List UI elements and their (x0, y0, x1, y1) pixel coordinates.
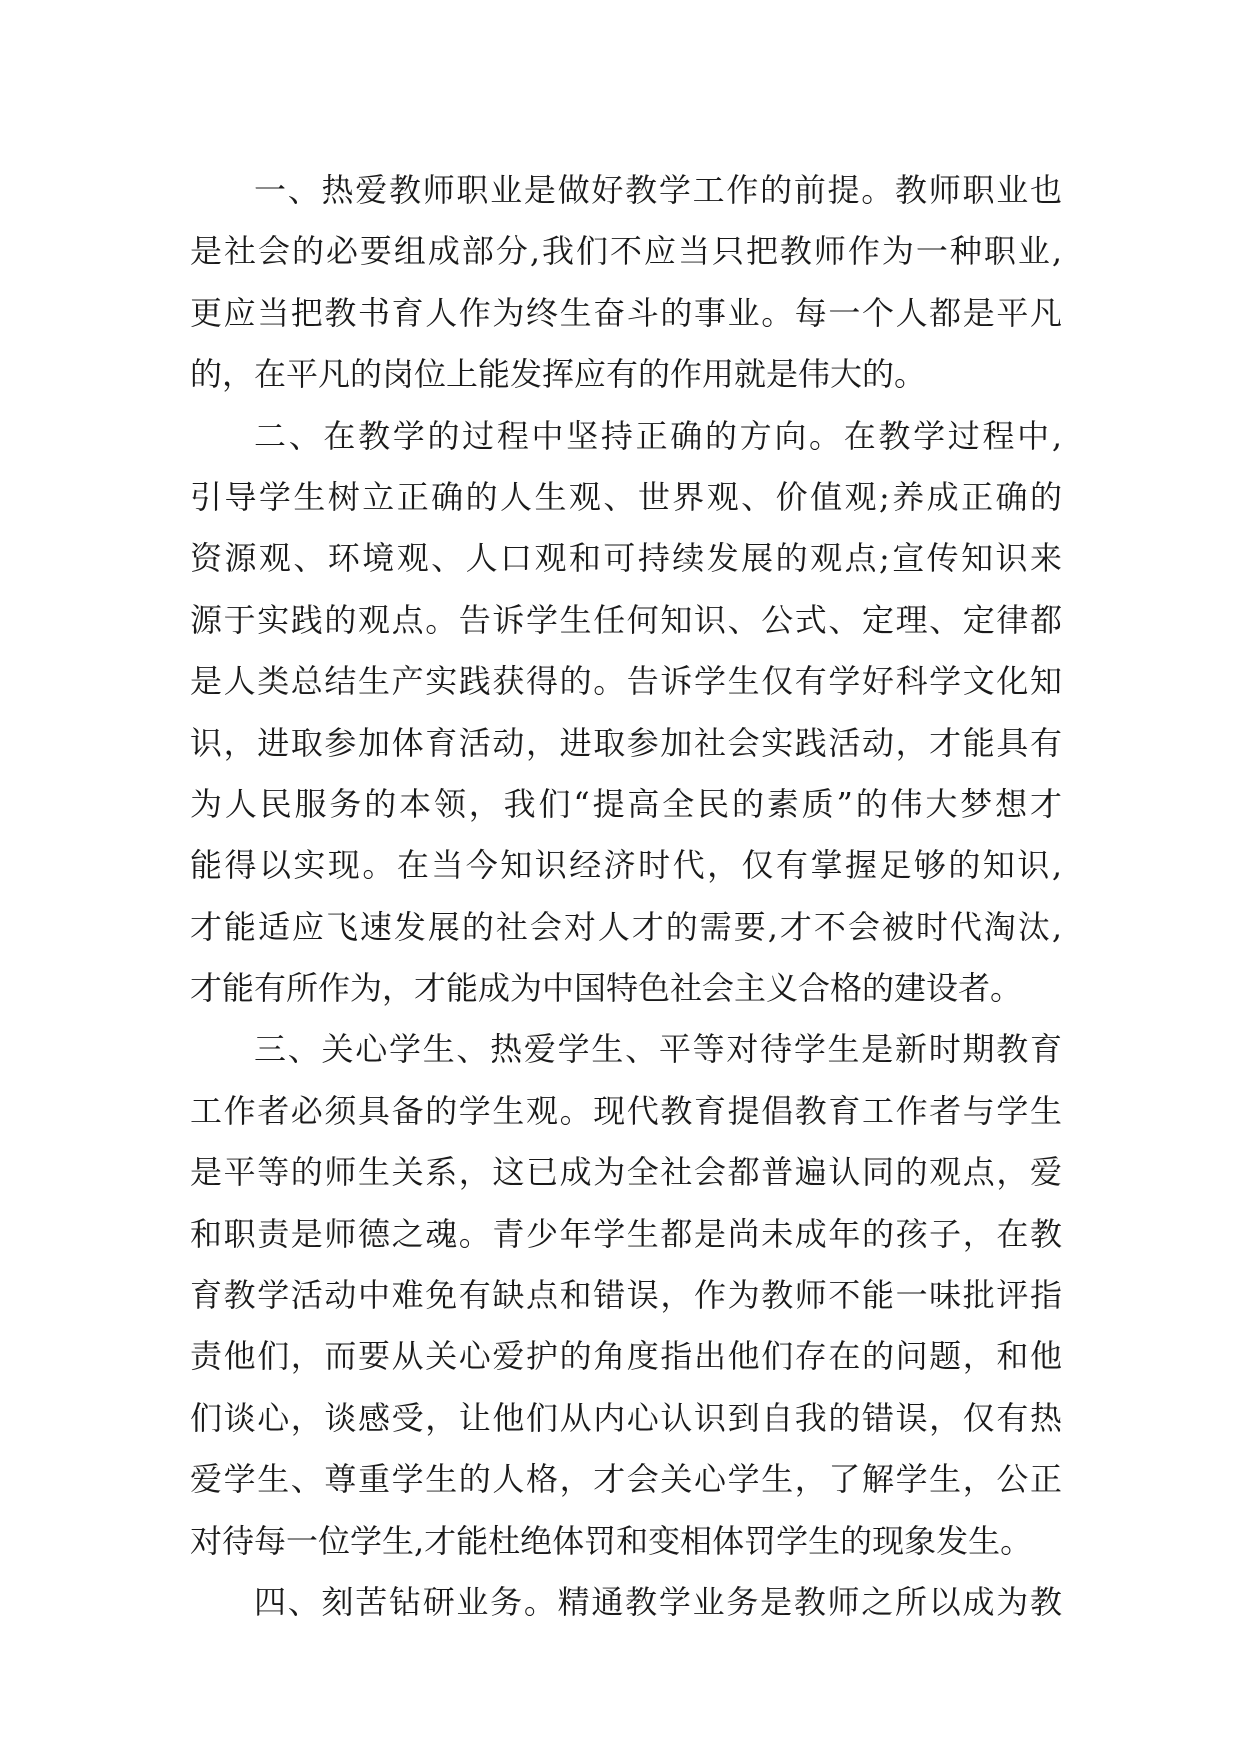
text-line: 才能有所作为，才能成为中国特色社会主义合格的建设者。 (190, 969, 1023, 1008)
body-text (190, 160, 1062, 1633)
text-line: 一、热爱教师职业是做好教学工作的前提。教师职业也 (254, 171, 1062, 209)
text-line: 为人民服务的本领，我们“提高全民的素质”的伟大梦想才 (190, 784, 1062, 823)
text-line: 爱学生、尊重学生的人格，才会关心学生，了解学生，公正 (190, 1460, 1062, 1499)
text-line: 三、关心学生、热爱学生、平等对待学生是新时期教育 (254, 1030, 1062, 1069)
text-line: 是平等的师生关系，这已成为全社会都普遍认同的观点，爱 (190, 1153, 1062, 1192)
text-line: 引导学生树立正确的人生观、世界观、价值观;养成正确的 (190, 477, 1062, 516)
text-line: 能得以实现。在当今知识经济时代，仅有掌握足够的知识, (190, 846, 1062, 885)
text-line: 才能适应飞速发展的社会对人才的需要,才不会被时代淘汰, (190, 907, 1062, 946)
text-line: 是社会的必要组成部分,我们不应当只把教师作为一种职业, (190, 232, 1062, 271)
text-line: 对待每一位学生,才能杜绝体罚和变相体罚学生的现象发生。 (190, 1521, 1033, 1560)
text-line: 源于实践的观点。告诉学生任何知识、公式、定理、定律都 (190, 600, 1062, 639)
text-line: 育教学活动中难免有缺点和错误，作为教师不能一味批评指 (190, 1276, 1062, 1315)
text-line: 二、在教学的过程中坚持正确的方向。在教学过程中, (254, 416, 1062, 455)
text-line: 们谈心，谈感受，让他们从内心认识到自我的错误，仅有热 (190, 1398, 1062, 1437)
text-line: 识，进取参加体育活动，进取参加社会实践活动，才能具有 (190, 723, 1062, 762)
text-line: 资源观、环境观、人口观和可持续发展的观点;宣传知识来 (190, 539, 1062, 578)
text-line: 更应当把教书育人作为终生奋斗的事业。每一个人都是平凡 (190, 293, 1062, 332)
text-line: 责他们，而要从关心爱护的角度指出他们存在的问题，和他 (190, 1337, 1062, 1376)
text-line: 和职责是师德之魂。青少年学生都是尚未成年的孩子，在教 (190, 1214, 1062, 1253)
text-line: 四、刻苦钻研业务。精通教学业务是教师之所以成为教 (254, 1582, 1062, 1621)
text-line: 是人类总结生产实践获得的。告诉学生仅有学好科学文化知 (190, 662, 1062, 701)
text-line: 工作者必须具备的学生观。现代教育提倡教育工作者与学生 (190, 1091, 1062, 1130)
text-line: 的，在平凡的岗位上能发挥应有的作用就是伟大的。 (190, 355, 927, 394)
